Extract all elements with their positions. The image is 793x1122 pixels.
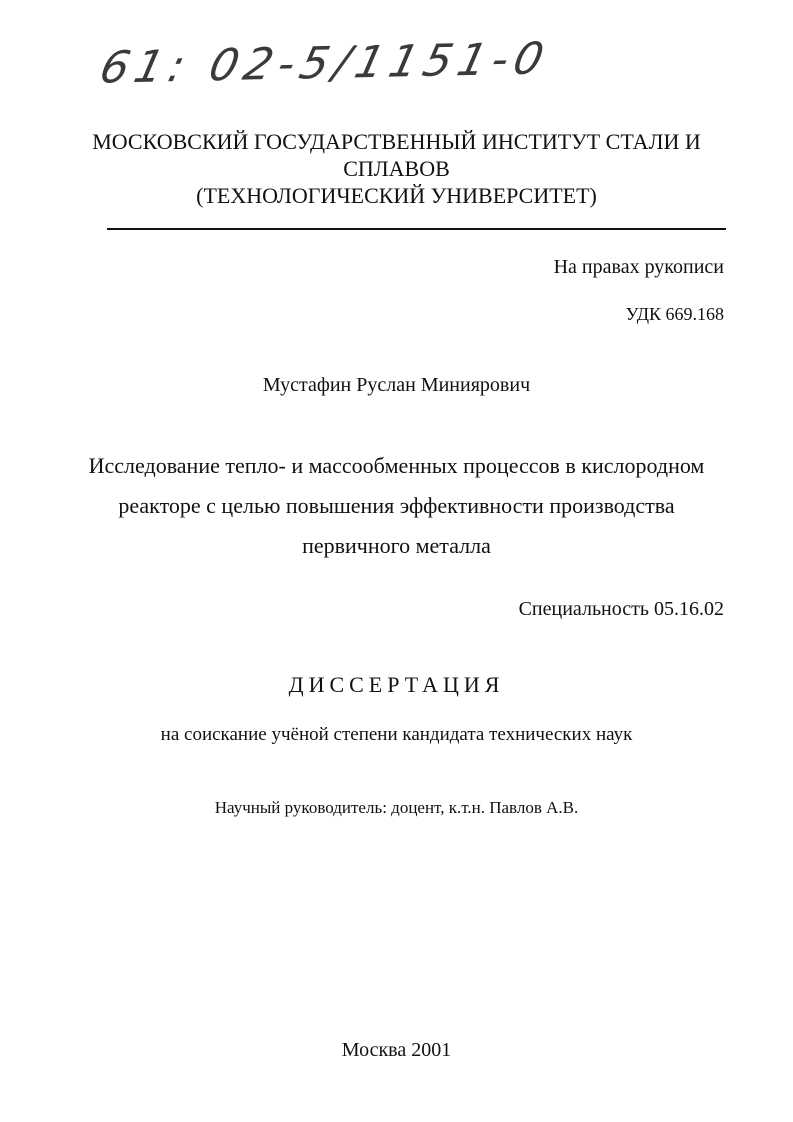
institute-name: [0, 128, 793, 209]
udk-code: УДК 669.168: [625, 304, 724, 324]
title-line-2: реакторе с целью повышения эффективности производства: [118, 493, 675, 518]
author-name: Мустафин Руслан Миниярович: [262, 374, 531, 396]
handwritten-archive-number: 61: 02-5/1151-0: [95, 33, 555, 94]
scientific-advisor: Научный руководитель: доцент, к.т.н. Павлов А.В.: [214, 798, 579, 817]
document-type-heading: ДИССЕРТАЦИЯ: [288, 672, 505, 697]
title-line-1: Исследование тепло- и массообменных процессов в кислородном: [88, 453, 705, 478]
degree-statement: на соискание учёной степени кандидата технических наук: [160, 724, 633, 745]
horizontal-divider: [107, 228, 726, 230]
title-line-3: первичного металла: [302, 533, 491, 558]
manuscript-rights: На правах рукописи: [553, 256, 724, 278]
institute-line-2: СПЛАВОВ: [343, 156, 450, 181]
institute-line-3: (ТЕХНОЛОГИЧЕСКИЙ УНИВЕРСИТЕТ): [196, 183, 597, 208]
city-year: Москва 2001: [341, 1039, 452, 1061]
specialty-code: Специальность 05.16.02: [518, 598, 724, 620]
institute-line-1: МОСКОВСКИЙ ГОСУДАРСТВЕННЫЙ ИНСТИТУТ СТАЛИ И: [92, 129, 701, 154]
dissertation-title: [0, 446, 793, 566]
